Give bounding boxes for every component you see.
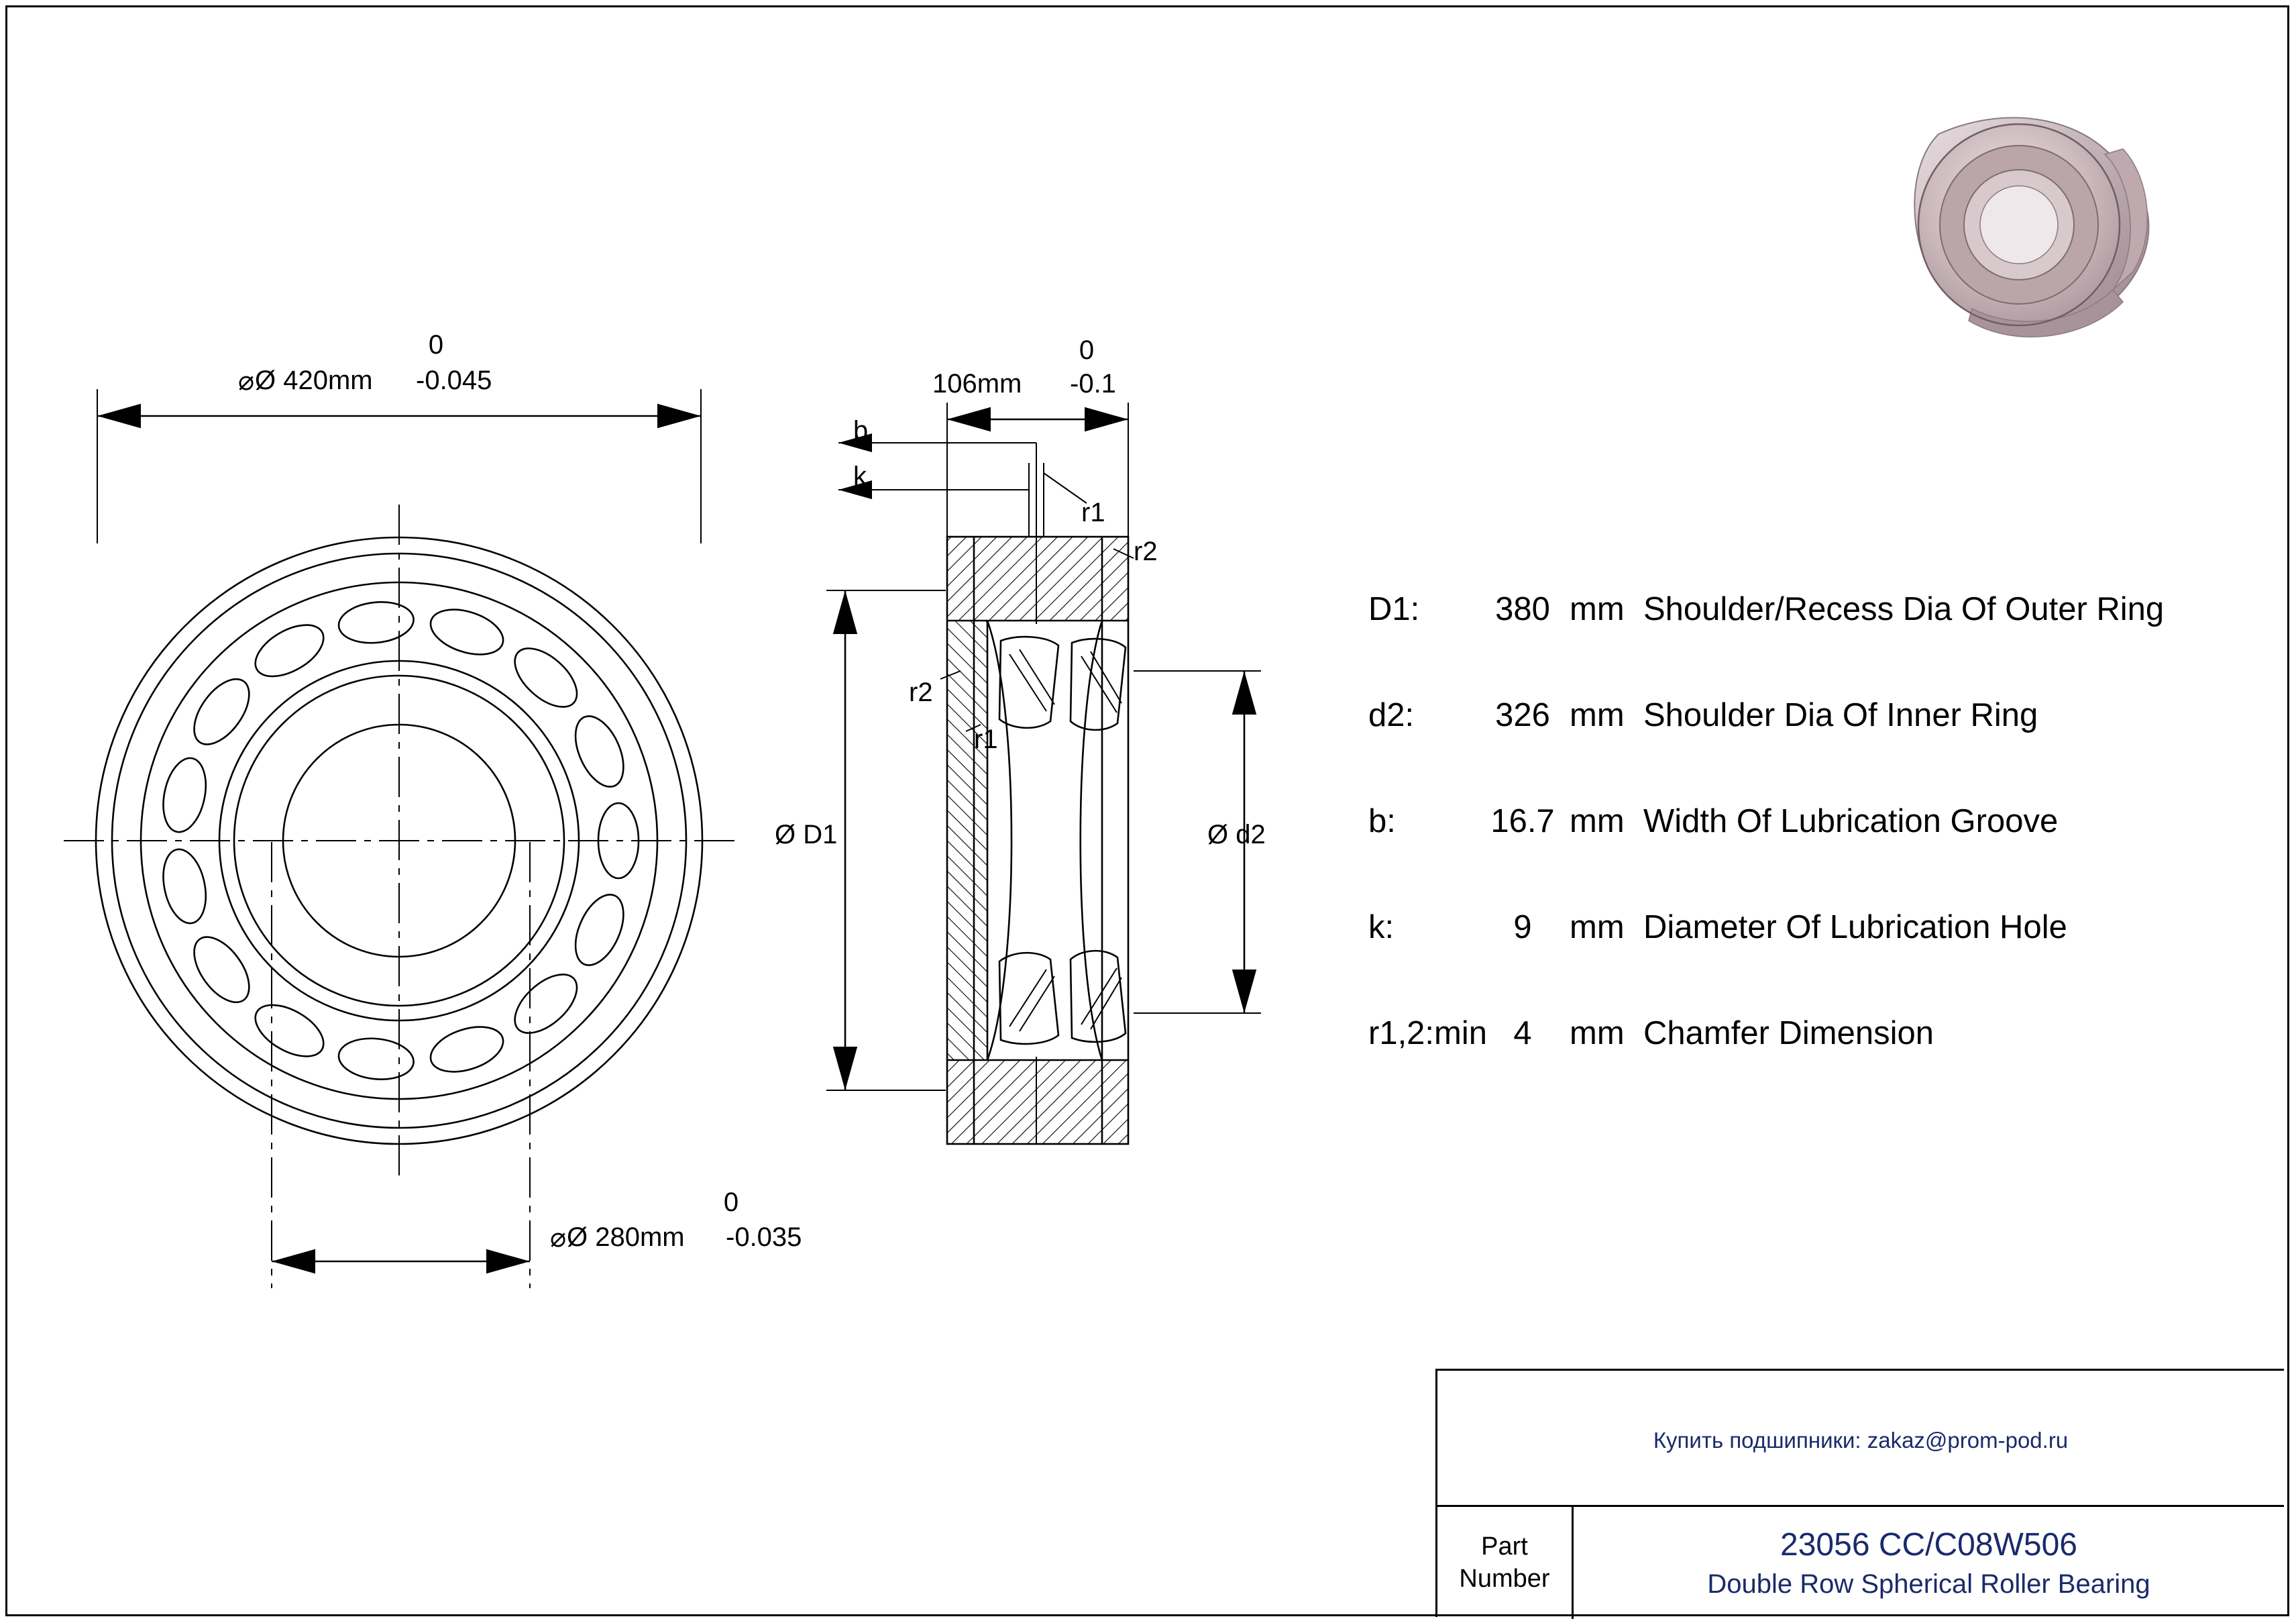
label-r1-top: r1: [1081, 498, 1105, 527]
spec-value: 16.7: [1490, 803, 1555, 839]
spec-unit: mm: [1570, 591, 1625, 627]
spec-symbol: b:: [1368, 803, 1396, 839]
spec-symbol: D1:: [1368, 591, 1420, 627]
spec-row: [1368, 908, 2234, 1014]
label-d2: Ø d2: [1207, 820, 1266, 849]
part-number-value: 23056 CC/C08W506: [1780, 1527, 2077, 1563]
spec-table: [1368, 590, 2234, 1120]
spec-unit: mm: [1570, 697, 1625, 733]
title-block: [1435, 1369, 2284, 1617]
bore-value: Ø 280mm: [567, 1222, 685, 1252]
spec-description: Shoulder Dia Of Inner Ring: [1643, 697, 2038, 733]
title-block-top: [1437, 1371, 2284, 1507]
spec-unit: mm: [1570, 803, 1625, 839]
d1-dimension: [826, 590, 946, 1090]
width-value: 106mm: [932, 369, 1022, 399]
diameter-symbol-bore: ⌀: [550, 1223, 567, 1253]
label-D1: Ø D1: [775, 820, 838, 849]
spec-unit: mm: [1570, 909, 1625, 945]
bk-dimension: [838, 443, 1087, 503]
bore-tolerance-lower: -0.035: [726, 1222, 802, 1252]
od-value: Ø 420mm: [255, 366, 373, 395]
spec-description: Shoulder/Recess Dia Of Outer Ring: [1643, 591, 2165, 627]
spec-description: Chamfer Dimension: [1643, 1015, 1934, 1051]
od-tolerance-lower: -0.045: [416, 366, 492, 395]
spec-description: Width Of Lubrication Groove: [1643, 803, 2059, 839]
width-tolerance-lower: -0.1: [1070, 369, 1116, 399]
spec-description: Diameter Of Lubrication Hole: [1643, 909, 2067, 945]
spec-value: 9: [1513, 909, 1532, 945]
bore-dimension: [272, 842, 530, 1288]
part-description: Double Row Spherical Roller Bearing: [1707, 1569, 2150, 1599]
part-info: [1574, 1507, 2284, 1619]
od-tolerance-upper: 0: [428, 330, 444, 360]
diameter-symbol-od: ⌀: [238, 366, 255, 396]
part-label-line2: Number: [1459, 1564, 1550, 1593]
spec-row: [1368, 1014, 2234, 1120]
spec-symbol: r1,2:min: [1368, 1015, 1488, 1051]
label-k: k: [853, 462, 867, 491]
spec-value: 380: [1495, 591, 1550, 627]
spec-symbol: k:: [1368, 909, 1395, 945]
spec-symbol: d2:: [1368, 697, 1415, 733]
spec-row: [1368, 696, 2234, 802]
front-view: [64, 505, 734, 1178]
part-label-line1: Part: [1481, 1532, 1528, 1561]
spec-row: [1368, 590, 2234, 696]
label-b: b: [853, 416, 869, 446]
label-r1-left: r1: [974, 725, 998, 754]
section-view: [947, 463, 1128, 1144]
label-r2-left: r2: [909, 678, 933, 707]
bearing-photo: [1914, 117, 2148, 337]
spec-unit: mm: [1570, 1015, 1625, 1051]
bore-tolerance-upper: 0: [723, 1188, 739, 1217]
spec-value: 326: [1495, 697, 1550, 733]
title-block-bottom: [1437, 1507, 2284, 1619]
part-number-label: [1437, 1507, 1574, 1619]
shop-note: Купить подшипники: zakaz@prom-pod.ru: [1653, 1428, 2069, 1453]
spec-row: [1368, 802, 2234, 908]
label-r2-right: r2: [1134, 537, 1158, 566]
width-tolerance-upper: 0: [1079, 335, 1095, 365]
spec-value: 4: [1513, 1015, 1532, 1051]
